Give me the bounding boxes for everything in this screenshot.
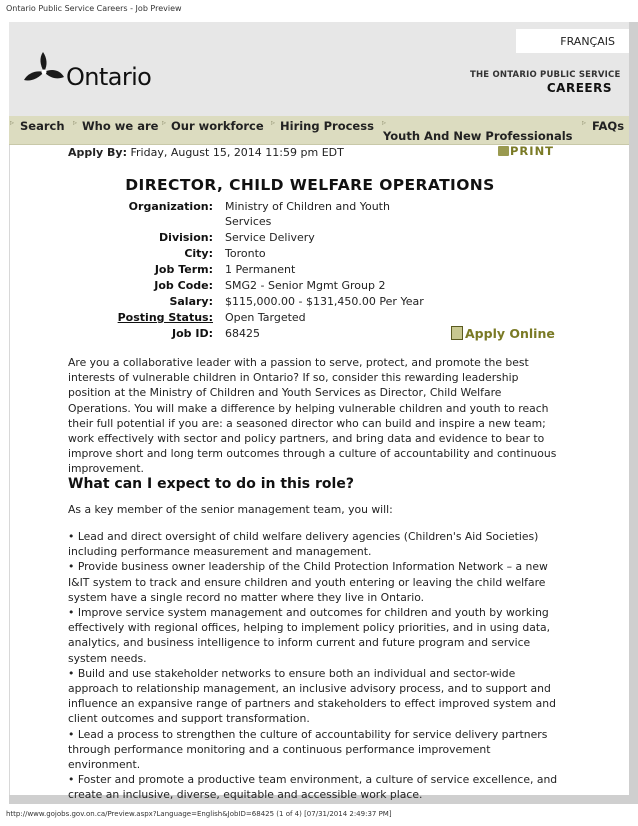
duty-item: • Lead a process to strengthen the culture of accountability for service delivery partners through performance monitoring and a continuous performance improvement environment. — [68, 727, 558, 773]
careers-banner-top: THE ONTARIO PUBLIC SERVICE — [470, 70, 621, 80]
info-label: Job Code: — [154, 279, 213, 292]
nav-arrow-icon: ▹ — [73, 118, 78, 127]
job-title: DIRECTOR, CHILD WELFARE OPERATIONS — [125, 176, 495, 194]
main-nav — [9, 116, 629, 145]
apply-cursor-icon — [451, 326, 463, 340]
info-value: Ministry of Children and Youth Services — [225, 200, 390, 228]
print-page-header: Ontario Public Service Careers - Job Preview — [6, 4, 182, 13]
section-intro: As a key member of the senior management team, you will: — [68, 503, 393, 516]
info-label: Salary: — [169, 295, 213, 308]
nav-who-we-are[interactable]: Who we are — [82, 119, 159, 133]
nav-youth-and-new-professionals[interactable]: Youth And New Professionals — [383, 129, 573, 143]
apply-by-label: Apply By: — [68, 146, 127, 159]
ontario-logo[interactable] — [22, 50, 162, 94]
apply-online-label: Apply Online — [465, 326, 555, 341]
job-intro-paragraph: Are you a collaborative leader with a passion to serve, protect, and promote the best interests of vulnerable children in Ontario? If so, consider this rewarding leadership position at the Ministry of Children and Youth Services as Director, Child Welfare Operations. You will make a difference by helping vulnerable children and youth to reach their full potential if you are: a seasoned director who can build and inspire a new team; work effectively with sector and policy partners, and bring data and evidence to bear to improve short and long term outcomes through a culture of accountability and continuous improvement. — [68, 356, 557, 476]
info-label: Organization: — [128, 200, 213, 213]
info-value: 1 Permanent — [225, 263, 296, 276]
careers-banner — [470, 70, 621, 95]
info-value: Toronto — [225, 247, 266, 260]
frame-shadow-right — [629, 22, 638, 802]
nav-arrow-icon: ▹ — [582, 118, 587, 127]
apply-by — [68, 146, 344, 159]
duty-item: • Provide business owner leadership of the Child Protection Information Network – a new I&IT system to track and ensure children and youth entering or leaving the child welfare system have a single record no matter where they live in Ontario. — [68, 559, 558, 605]
duty-item: • Foster and promote a productive team environment, a culture of service excellence, and create an inclusive, diverse, equitable and accessible work place. — [68, 772, 558, 802]
nav-arrow-icon: ▹ — [162, 118, 167, 127]
language-toggle-link[interactable]: FRANÇAIS — [560, 35, 615, 48]
trillium-icon — [22, 50, 66, 94]
posting-status-link[interactable]: Posting Status: — [117, 311, 213, 324]
nav-arrow-icon: ▹ — [271, 118, 276, 127]
nav-arrow-icon: ▹ — [382, 118, 387, 127]
apply-online-button[interactable] — [451, 326, 555, 341]
info-value: Open Targeted — [225, 311, 306, 324]
info-value: 68425 — [225, 327, 260, 340]
info-value: SMG2 - Senior Mgmt Group 2 — [225, 279, 386, 292]
print-page-footer: http://www.gojobs.gov.on.ca/Preview.aspx?Language=English&JobID=68425 (1 of 4) [07/31/2014 2:49:37 PM] — [6, 810, 392, 818]
info-label: Division: — [159, 231, 213, 244]
nav-our-workforce[interactable]: Our workforce — [171, 119, 264, 133]
duty-item: • Lead and direct oversight of child welfare delivery agencies (Children's Aid Societies) including performance measurement and management. — [68, 529, 558, 559]
careers-banner-bottom: CAREERS — [546, 81, 612, 95]
info-value: Service Delivery — [225, 231, 315, 244]
printer-icon — [498, 146, 509, 156]
nav-faqs[interactable]: FAQs — [592, 119, 625, 133]
info-label: Job Term: — [154, 263, 213, 276]
section-heading: What can I expect to do in this role? — [68, 476, 354, 492]
print-label: PRINT — [510, 144, 555, 158]
duty-item: • Build and use stakeholder networks to ensure both an individual and sector-wide approach to relationship management, an inclusive advisory process, and to support and influence an expansive range of partners and stakeholders to effect improved system and client outcomes and support transformation. — [68, 666, 558, 727]
logo-wordmark: Ontario — [66, 63, 152, 91]
print-link[interactable] — [498, 144, 554, 158]
nav-hiring-process[interactable]: Hiring Process — [280, 119, 374, 133]
info-value: $115,000.00 - $131,450.00 Per Year — [225, 295, 424, 308]
duties-list — [68, 529, 558, 803]
language-box — [516, 29, 629, 53]
info-label: Job ID: — [172, 327, 213, 340]
info-label: City: — [184, 247, 213, 260]
nav-search[interactable]: Search — [20, 119, 65, 133]
apply-by-date: Friday, August 15, 2014 11:59 pm EDT — [130, 146, 344, 159]
nav-arrow-icon: ▹ — [10, 118, 15, 127]
duty-item: • Improve service system management and outcomes for children and youth by working effectively with regional offices, helping to implement policy priorities, and in using data, analytics, and business intelligence to inform current and future program and service system needs. — [68, 605, 558, 666]
